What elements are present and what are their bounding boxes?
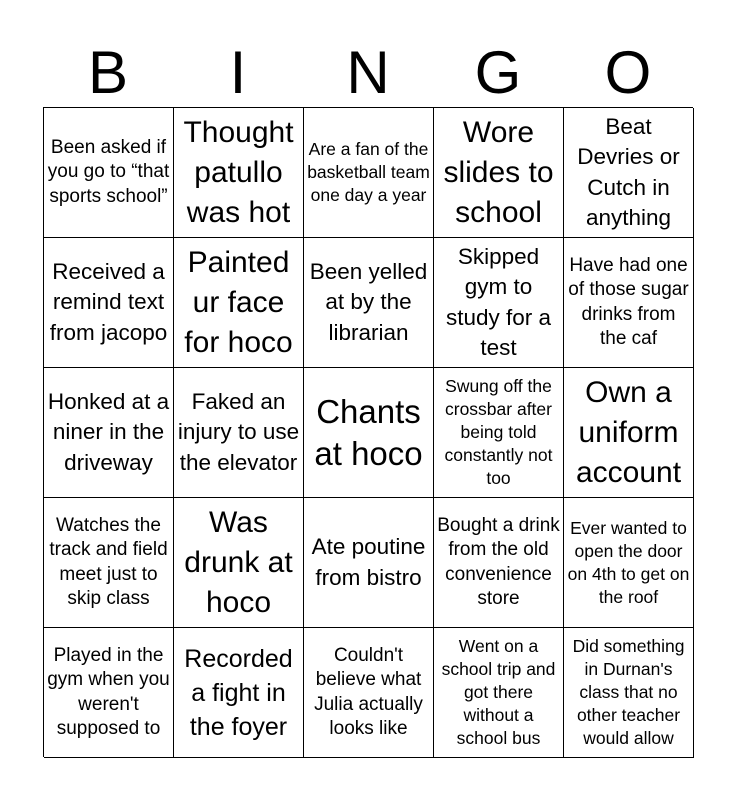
title-letter-g: G (474, 39, 522, 106)
bingo-cell[interactable] (174, 628, 304, 758)
cell-text: Chants at hoco (314, 392, 423, 472)
cell-text: Bought a drink from the old convenience store (437, 514, 560, 609)
bingo-cell[interactable] (174, 498, 304, 628)
bingo-cell[interactable] (44, 498, 174, 628)
bingo-cell[interactable] (44, 238, 174, 368)
bingo-cell[interactable] (564, 368, 694, 498)
bingo-cell[interactable] (304, 368, 434, 498)
cell-text: Ever wanted to open the door on 4th to get on the roof (567, 517, 690, 607)
bingo-cell[interactable] (304, 238, 434, 368)
cell-text: Played in the gym when you weren't supposed to (47, 644, 170, 739)
cell-text: Wore slides to school (443, 115, 554, 229)
bingo-cell[interactable] (174, 238, 304, 368)
bingo-cell[interactable] (304, 498, 434, 628)
cell-text: Painted ur face for hoco (184, 245, 293, 359)
cell-text: Been yelled at by the librarian (309, 258, 428, 345)
cell-text: Was drunk at hoco (184, 505, 293, 619)
title-letter-n: N (346, 39, 390, 106)
bingo-cell[interactable] (434, 628, 564, 758)
bingo-title (43, 40, 693, 106)
cell-text: Honked at a niner in the driveway (47, 388, 170, 475)
bingo-cell[interactable] (564, 498, 694, 628)
cell-text: Went on a school trip and got there without a school bus (441, 636, 556, 748)
cell-text: Own a uniform account (575, 375, 682, 489)
cell-text: Thought patullo was hot (183, 115, 294, 229)
bingo-cell[interactable] (564, 238, 694, 368)
cell-text: Received a remind text from jacopo (49, 258, 168, 345)
cell-text: Have had one of those sugar drinks from the caf (568, 254, 689, 349)
cell-text: Recorded a fight in the foyer (184, 644, 293, 741)
cell-text: Swung off the crossbar after being told constantly not too (444, 376, 553, 488)
bingo-cell[interactable] (44, 108, 174, 238)
bingo-cell[interactable] (174, 368, 304, 498)
bingo-cell[interactable] (434, 238, 564, 368)
cell-text: Been asked if you go to “that sports school” (47, 136, 170, 207)
bingo-cell[interactable] (434, 108, 564, 238)
title-letter-b: B (87, 39, 129, 106)
bingo-cell[interactable] (44, 368, 174, 498)
bingo-cell[interactable] (434, 498, 564, 628)
bingo-cell[interactable] (564, 628, 694, 758)
bingo-board (43, 107, 693, 757)
bingo-cell[interactable] (304, 108, 434, 238)
cell-text: Couldn't believe what Julia actually looks like (314, 644, 423, 739)
cell-text: Watches the track and field meet just to skip class (49, 514, 168, 609)
bingo-cell[interactable] (434, 368, 564, 498)
cell-text: Ate poutine from bistro (311, 534, 426, 590)
bingo-cell[interactable] (564, 108, 694, 238)
bingo-cell[interactable] (174, 108, 304, 238)
cell-text: Did something in Durnan's class that no other teacher would allow (572, 636, 685, 748)
bingo-cell[interactable] (44, 628, 174, 758)
cell-text: Faked an injury to use the elevator (177, 388, 300, 475)
title-letter-i: I (229, 39, 247, 106)
title-letter-o: O (604, 39, 652, 106)
cell-text: Beat Devries or Cutch in anything (577, 113, 680, 230)
bingo-cell[interactable] (304, 628, 434, 758)
cell-text: Are a fan of the basketball team one day a year (307, 139, 430, 205)
cell-text: Skipped gym to study for a test (445, 243, 552, 360)
